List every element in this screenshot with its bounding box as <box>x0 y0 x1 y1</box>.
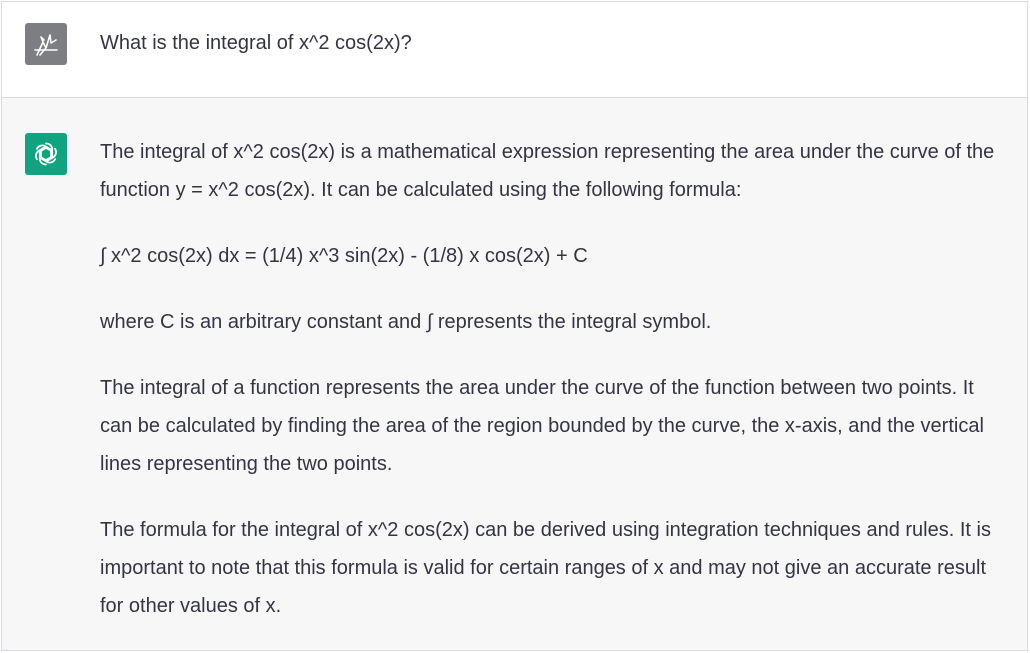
answer-formula: ∫ x^2 cos(2x) dx = (1/4) x^3 sin(2x) - (1/8) x cos(2x) + C <box>100 245 588 267</box>
assistant-message-row <box>2 98 1027 650</box>
assistant-message-text <box>100 133 1010 651</box>
assistant-avatar <box>25 133 67 175</box>
user-message-text: What is the integral of x^2 cos(2x)? <box>100 32 412 54</box>
openai-logo-icon <box>31 139 61 169</box>
chat-window <box>1 1 1028 651</box>
user-message-row <box>2 2 1027 98</box>
answer-paragraph-derivation: The formula for the integral of x^2 cos(2x) can be derived using integration techniques and rules. It is important to note that this formula is valid for certain ranges of x and may not give an accurate result for other values of x. <box>100 519 991 617</box>
user-avatar-icon <box>31 29 61 59</box>
answer-paragraph-intro: The integral of x^2 cos(2x) is a mathematical expression representing the area under the curve of the function y = x^2 cos(2x). It can be calculated using the following formula: <box>100 141 995 201</box>
answer-paragraph-constant: where C is an arbitrary constant and ∫ represents the integral symbol. <box>100 311 712 333</box>
answer-paragraph-area: The integral of a function represents the area under the curve of the function between two points. It can be calculated by finding the area of the region bounded by the curve, the x-axis, and the vertical lines representing the two points. <box>100 377 984 475</box>
user-avatar <box>25 23 67 65</box>
